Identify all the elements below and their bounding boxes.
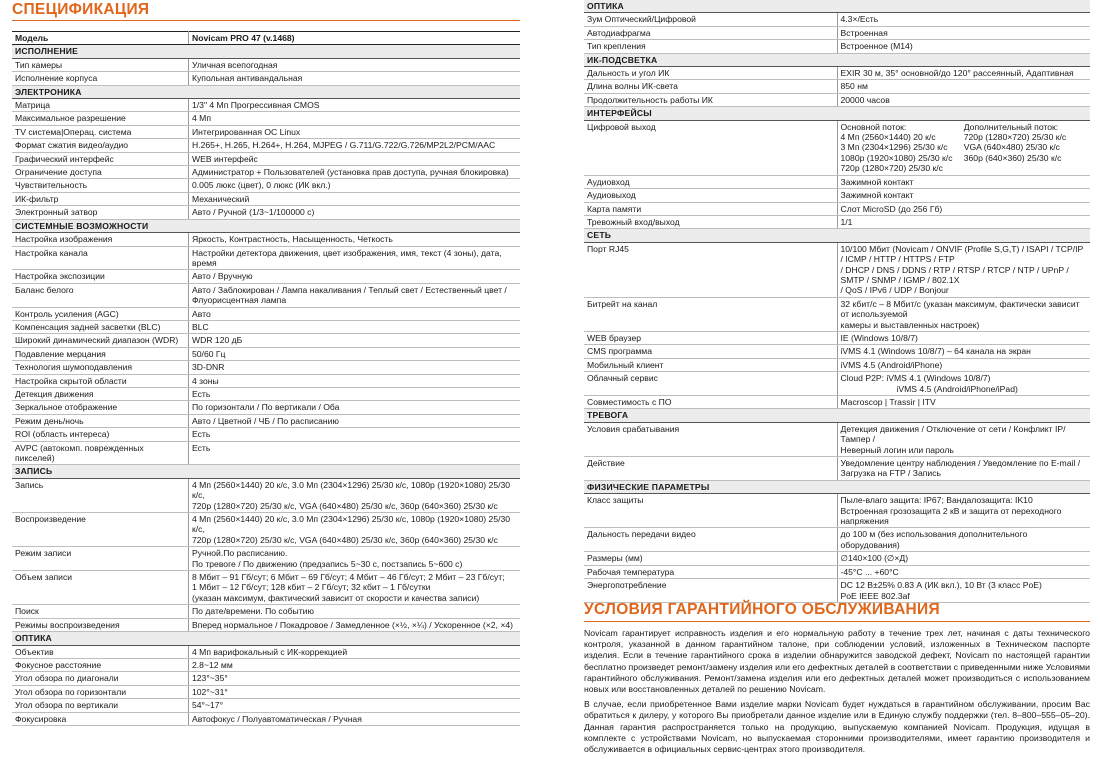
spec-row	[584, 242, 1090, 297]
spec-row	[584, 13, 1090, 26]
spec-value	[189, 112, 521, 125]
spec-value	[189, 374, 521, 387]
sub-stream: Дополнительный поток: 720p (1280×720) 25/30 к/с VGA (640×480) 25/30 к/с 360p (640×360) 25/30 к/с	[963, 121, 1067, 163]
section-title: СЕТЬ	[584, 229, 1090, 242]
spec-label: ROI (область интереса)	[12, 428, 189, 441]
spec-value-text: Ручной.По расписанию. По тревоге / По движению (предзапись 5~30 с, постзапись 5~600 с)	[192, 548, 463, 569]
spec-label: TV система|Операц. система	[12, 125, 189, 138]
spec-row	[584, 396, 1090, 409]
spec-value	[189, 58, 521, 71]
spec-value	[837, 189, 1090, 202]
spec-row	[584, 422, 1090, 456]
spec-label: Матрица	[12, 99, 189, 112]
spec-label: Воспроизведение	[12, 513, 189, 547]
spec-value	[837, 565, 1090, 578]
spec-label: Настройка изображения	[12, 233, 189, 246]
spec-row	[12, 307, 520, 320]
spec-value-text: Есть	[192, 388, 211, 399]
spec-value	[189, 192, 521, 205]
spec-value	[189, 618, 521, 631]
spec-value-text: Зажимной контакт	[840, 190, 914, 201]
spec-value-text: WEB интерфейс	[192, 153, 258, 164]
spec-value	[837, 494, 1090, 528]
spec-value-text: Администратор + Пользователей (установка прав доступа, ручная блокировка)	[192, 167, 509, 178]
spec-value-text: 10/100 Мбит (Novicam / ONVIF (Profile S,G,T) / ISAPI / TCP/IP / ICMP / HTTP / HTTPS / FTP / DHCP / DNS / DDNS / RTP / RTSP / RTCP / NTP / UPnP / SMTP / SNMP / IGMP / 802.1X / QoS / IPv6 / UDP / Bonjour	[840, 243, 1084, 296]
spec-row	[584, 93, 1090, 106]
spec-row	[584, 494, 1090, 528]
section-header	[12, 632, 520, 645]
spec-value-text: Вперед нормальное / Покадровое / Замедленное (×½, ×¼) / Ускоренное (×2, ×4)	[192, 619, 513, 630]
spec-row	[12, 58, 520, 71]
spec-row	[584, 331, 1090, 344]
spec-row	[12, 270, 520, 283]
section-title: ЭЛЕКТРОНИКА	[12, 85, 520, 98]
spec-row	[584, 175, 1090, 188]
spec-value-text: 8 Мбит – 91 Гб/сут; 6 Мбит – 69 Гб/сут; 4 Мбит – 46 Гб/сут; 2 Мбит – 23 Гб/сут; 1 Мбит – 12 Гб/сут; 128 кбит – 2 Гб/сут; 32 кбит – 1 Гб/сутки (указан максимум, фактический зависит от скорости и качества записи)	[192, 572, 505, 603]
spec-row	[584, 358, 1090, 371]
spec-value	[189, 712, 521, 725]
spec-value-text: 54°~17°	[192, 700, 224, 711]
section-header	[12, 465, 520, 478]
spec-value-text: 50/60 Гц	[192, 348, 226, 359]
spec-value	[837, 93, 1090, 106]
spec-row	[584, 40, 1090, 53]
spec-value	[837, 331, 1090, 344]
spec-label: Объем записи	[12, 571, 189, 605]
spec-value	[189, 547, 521, 571]
spec-value-text: 850 нм	[840, 81, 868, 92]
spec-row	[12, 571, 520, 605]
spec-value-text: 1/1	[840, 216, 853, 227]
spec-label: Цифровой выход	[584, 120, 837, 175]
spec-value-text: IE (Windows 10/8/7)	[840, 332, 918, 343]
spec-row	[12, 206, 520, 219]
spec-value-text: 2.8~12 мм	[192, 659, 233, 670]
spec-value	[837, 552, 1090, 565]
spec-label: Энергопотребление	[584, 579, 837, 603]
spec-label: Режимы воспроизведения	[12, 618, 189, 631]
section-title: СИСТЕМНЫЕ ВОЗМОЖНОСТИ	[12, 219, 520, 232]
spec-label: Порт RJ45	[584, 242, 837, 297]
spec-row	[12, 672, 520, 685]
specification-column-right	[584, 0, 1090, 603]
spec-label: WEB браузер	[584, 331, 837, 344]
section-header	[584, 107, 1090, 120]
spec-label: CMS программа	[584, 345, 837, 358]
spec-row	[12, 112, 520, 125]
spec-label: Тип камеры	[12, 58, 189, 71]
spec-value-text: 1/3" 4 Мп Прогрессивная CMOS	[192, 100, 320, 111]
spec-row	[12, 658, 520, 671]
spec-label: Зеркальное отображение	[12, 401, 189, 414]
spec-value	[837, 297, 1090, 331]
spec-value	[189, 270, 521, 283]
spec-label: Тревожный вход/выход	[584, 215, 837, 228]
spec-value	[189, 658, 521, 671]
spec-row	[12, 72, 520, 85]
spec-row	[584, 26, 1090, 39]
spec-row	[12, 166, 520, 179]
spec-value	[189, 401, 521, 414]
section-title: ТРЕВОГА	[584, 409, 1090, 422]
spec-label: Чувствительность	[12, 179, 189, 192]
spec-value-text: 3D-DNR	[192, 362, 225, 373]
spec-value	[189, 99, 521, 112]
section-header	[12, 45, 520, 58]
main-stream: Основной поток: 4 Мп (2560×1440) 20 к/с 3 Мп (2304×1296) 25/30 к/с 1080p (1920×1080) 25/30 к/с 720p (1280×720) 25/30 к/с	[840, 121, 953, 174]
spec-value	[189, 513, 521, 547]
spec-value	[837, 215, 1090, 228]
section-header	[584, 409, 1090, 422]
spec-row	[12, 618, 520, 631]
spec-row	[584, 528, 1090, 552]
spec-value-text: Авто	[192, 308, 211, 319]
spec-value	[189, 179, 521, 192]
spec-value-text: 102°~31°	[192, 686, 228, 697]
spec-label: Длина волны ИК-света	[584, 80, 837, 93]
spec-label: Исполнение корпуса	[12, 72, 189, 85]
spec-label: Карта памяти	[584, 202, 837, 215]
spec-value-text: Есть	[192, 429, 211, 440]
spec-row	[12, 428, 520, 441]
spec-value	[837, 120, 1090, 175]
spec-label: Объектив	[12, 645, 189, 658]
spec-row	[12, 605, 520, 618]
spec-value	[189, 139, 521, 152]
spec-value	[189, 334, 521, 347]
spec-value	[189, 233, 521, 246]
spec-value-text: BLC	[192, 321, 209, 332]
spec-value-text: Авто / Ручной (1/3~1/100000 с)	[192, 207, 315, 218]
spec-label: Условия срабатывания	[584, 422, 837, 456]
section-header	[12, 219, 520, 232]
spec-label: Угол обзора по диагонали	[12, 672, 189, 685]
spec-row	[584, 565, 1090, 578]
spec-value-text: 4 Мп варифокальный с ИК-коррекцией	[192, 646, 348, 657]
spec-value-text: DC 12 В±25% 0.83 А (ИК вкл.), 10 Вт (3 класс PoE) PoE IEEE 802.3af	[840, 580, 1042, 601]
spec-value-text: Автофокус / Полуавтоматическая / Ручная	[192, 713, 362, 724]
spec-row	[12, 441, 520, 465]
spec-label: Настройка экспозиции	[12, 270, 189, 283]
spec-value	[837, 345, 1090, 358]
spec-label: Автодиафрагма	[584, 26, 837, 39]
spec-value-text: 20000 часов	[840, 94, 890, 105]
spec-row	[12, 547, 520, 571]
spec-label: Аудиовход	[584, 175, 837, 188]
spec-label: Действие	[584, 457, 837, 481]
spec-value	[837, 528, 1090, 552]
spec-label: Контроль усиления (AGC)	[12, 307, 189, 320]
spec-row	[12, 152, 520, 165]
spec-value	[189, 441, 521, 465]
section-title: ОПТИКА	[584, 0, 1090, 13]
spec-value	[189, 283, 521, 307]
section-header	[584, 480, 1090, 493]
spec-label: Технология шумоподавления	[12, 361, 189, 374]
spec-value	[189, 699, 521, 712]
model-label: Модель	[12, 32, 189, 45]
spec-value-text: Авто / Заблокирован / Лампа накаливания / Теплый свет / Естественный цвет / Флуорисцентная лампа	[192, 284, 507, 306]
spec-label: Запись	[12, 478, 189, 512]
spec-row	[584, 579, 1090, 603]
spec-row	[584, 345, 1090, 358]
spec-value-text: Интегрированная ОС Linux	[192, 126, 301, 137]
spec-row	[12, 99, 520, 112]
warranty-paragraph: Novicam гарантирует исправность изделия и его нормальную работу в течение трех лет, начиная с даты технического контроля, указанной в данном гарантийном талоне, при соблюдении условий, изложенных в Техническом паспорте изделия. Если в течение гарантийного срока в изделии обнаружится заводской дефект, Novicam по настоящей гарантии бесплатно произведет ремонт/замену изделия или его дефектных деталей в соответствии с приведенными ниже Условиями гарантийного обслуживания. Ремонт/замена изделия или его дефектных деталей может производиться с использованием новых или восстановленных деталей по решению Novicam.	[584, 628, 1090, 695]
spec-label: Класс защиты	[584, 494, 837, 528]
spec-row	[12, 401, 520, 414]
spec-row	[12, 192, 520, 205]
spec-row	[584, 297, 1090, 331]
spec-row	[12, 699, 520, 712]
spec-row	[584, 372, 1090, 396]
spec-value-text: Настройки детектора движения, цвет изображения, имя, текст (4 зоны), дата, время	[192, 247, 502, 268]
spec-row	[12, 233, 520, 246]
spec-label: Дальность передачи видео	[584, 528, 837, 552]
spec-row	[584, 189, 1090, 202]
spec-label: Угол обзора по горизонтали	[12, 685, 189, 698]
spec-label: Подавление мерцания	[12, 347, 189, 360]
spec-value-text: до 100 м (без использования дополнительного оборудования)	[840, 529, 1028, 550]
spec-label: Баланс белого	[12, 283, 189, 307]
spec-value-text: Купольная антивандальная	[192, 73, 303, 84]
spec-label: Режим день/ночь	[12, 414, 189, 427]
spec-row	[12, 139, 520, 152]
spec-value-text: По горизонтали / По вертикали / Оба	[192, 402, 340, 413]
spec-row	[584, 120, 1090, 175]
spec-value-text: Пыле-влаго защита: IP67; Вандалозащита: IK10 Встроенная грозозащита 2 кВ и защита от переходного напряжения	[840, 495, 1062, 527]
title-rule	[12, 20, 520, 21]
spec-value	[189, 387, 521, 400]
section-title: ИК-ПОДСВЕТКА	[584, 53, 1090, 66]
spec-row	[12, 478, 520, 512]
specification-column-left	[12, 0, 520, 726]
spec-label: Компенсация задней засветки (BLC)	[12, 320, 189, 333]
spec-value-text: Macroscop | Trassir | ITV	[840, 397, 936, 407]
section-title: ФИЗИЧЕСКИЕ ПАРАМЕТРЫ	[584, 480, 1090, 493]
spec-row	[12, 179, 520, 192]
spec-value	[189, 206, 521, 219]
spec-value-text: iVMS 4.1 (Windows 10/8/7) – 64 канала на экран	[840, 346, 1031, 357]
spec-label: Угол обзора по вертикали	[12, 699, 189, 712]
spec-row	[12, 347, 520, 360]
warranty-rule	[584, 621, 1090, 622]
spec-value-text: Авто / Цветной / ЧБ / По расписанию	[192, 415, 339, 426]
spec-value	[837, 579, 1090, 603]
spec-value-text: iVMS 4.5 (Android/iPhone)	[840, 359, 943, 370]
section-title: ОПТИКА	[12, 632, 520, 645]
spec-label: Фокусировка	[12, 712, 189, 725]
spec-value-text: Встроенная	[840, 27, 888, 38]
spec-label: Рабочая температура	[584, 565, 837, 578]
spec-label: Тип крепления	[584, 40, 837, 53]
spec-row	[12, 685, 520, 698]
spec-row	[12, 125, 520, 138]
spec-row	[584, 202, 1090, 215]
spec-row	[12, 374, 520, 387]
spec-value	[837, 80, 1090, 93]
spec-value-text: EXIR 30 м, 35° основной/до 120° рассеянный, Адаптивная	[840, 68, 1074, 79]
spec-row	[584, 67, 1090, 80]
spec-row	[584, 552, 1090, 565]
spec-value-text: 4 Мп (2560×1440) 20 к/с, 3.0 Мп (2304×1296) 25/30 к/с, 1080p (1920×1080) 25/30 к/с, 720p (1280×720) 25/30 к/с, VGA (640×480) 25/30 к/с, 360p (640×360) 25/30 к/с	[192, 479, 511, 511]
spec-label: Дальность и угол ИК	[584, 67, 837, 80]
spec-value	[189, 320, 521, 333]
section-header	[584, 0, 1090, 13]
spec-label: Размеры (мм)	[584, 552, 837, 565]
spec-value-text: Детекция движения / Отключение от сети / Конфликт IP/ Тампер / Неверный логин или пароль	[840, 423, 1066, 455]
spec-label: Облачный сервис	[584, 372, 837, 396]
spec-label: Детекция движения	[12, 387, 189, 400]
spec-value-text: 123°~35°	[192, 673, 228, 684]
section-header	[584, 229, 1090, 242]
spec-label: Формат сжатия видео/аудио	[12, 139, 189, 152]
spec-value	[189, 361, 521, 374]
spec-label: Поиск	[12, 605, 189, 618]
stream-columns	[841, 122, 1088, 174]
spec-value	[189, 685, 521, 698]
spec-value	[189, 428, 521, 441]
spec-label: Совместимость с ПО	[584, 396, 837, 409]
spec-value-text: -45°C ... +60°C	[840, 566, 899, 577]
warranty-paragraph: В случае, если приобретенное Вами изделие марки Novicam будет нуждаться в гарантийном обслуживании, просим Вас обратиться к дилеру, у которого Вы приобретали данное изделие или в Единую службу поддержки (тел. 8–800–555–05–20). Данная гарантия распространяется только на продукцию, выпускаемую компанией Novicam. Продукция, идущая в комплекте с устройствами Novicam, но выпускаемая сторонними производителями, имеет гарантию производителя и обслуживается в официальных сервис-центрах этого производителя.	[584, 699, 1090, 755]
spec-value-text: 0.005 люкс (цвет), 0 люкс (ИК вкл.)	[192, 180, 331, 191]
spec-value	[189, 72, 521, 85]
spec-label: Зум Оптический/Цифровой	[584, 13, 837, 26]
spec-row	[12, 320, 520, 333]
spec-label: Электронный затвор	[12, 206, 189, 219]
spec-value	[189, 571, 521, 605]
spec-value	[837, 202, 1090, 215]
spec-label: Режим записи	[12, 547, 189, 571]
spec-row	[12, 361, 520, 374]
spec-table-left	[12, 31, 520, 726]
spec-label: Аудиовыход	[584, 189, 837, 202]
spec-value	[837, 13, 1090, 26]
section-title: ИНТЕРФЕЙСЫ	[584, 107, 1090, 120]
spec-value	[837, 26, 1090, 39]
spec-row	[12, 712, 520, 725]
spec-row	[12, 414, 520, 427]
spec-row	[12, 387, 520, 400]
model-row	[12, 32, 520, 45]
spec-label: Широкий динамический диапазон (WDR)	[12, 334, 189, 347]
spec-row	[12, 246, 520, 270]
spec-value-text: iVMS 4.5 (Android/iPhone/iPad)	[896, 383, 1018, 394]
warranty-title: УСЛОВИЯ ГАРАНТИЙНОГО ОБСЛУЖИВАНИЯ	[584, 601, 940, 618]
spec-value	[189, 645, 521, 658]
spec-value-text: ∅140×100 (∅×Д)	[840, 553, 909, 564]
spec-value-text: Cloud P2P: iVMS 4.1 (Windows 10/8/7)	[840, 373, 991, 384]
spec-value-text: Есть	[192, 442, 211, 453]
spec-value-text: По дате/времени. По событию	[192, 606, 314, 617]
spec-row	[584, 457, 1090, 481]
spec-row	[12, 334, 520, 347]
spec-value-text: Яркость, Контрастность, Насыщенность, Четкость	[192, 234, 393, 245]
spec-row	[584, 80, 1090, 93]
spec-value	[837, 175, 1090, 188]
spec-label: Максимальное разрешение	[12, 112, 189, 125]
section-title: ИСПОЛНЕНИЕ	[12, 45, 520, 58]
spec-value-text: 32 кбит/с – 8 Мбит/с (указан максимум, фактически зависит от используемой камеры и выставленных настроек)	[840, 298, 1080, 330]
spec-value	[189, 414, 521, 427]
spec-value-text: 4 Мп	[192, 113, 211, 124]
spec-value	[837, 457, 1090, 481]
spec-value-text: 4 зоны	[192, 375, 219, 386]
spec-row	[12, 513, 520, 547]
spec-value-text: H.265+, H.265, H.264+, H.264, MJPEG / G.711/G.722/G.726/MP2L2/PCM/AAC	[192, 140, 496, 151]
spec-label: Битрейт на канал	[584, 297, 837, 331]
spec-label: Фокусное расстояние	[12, 658, 189, 671]
spec-value	[189, 672, 521, 685]
spec-value	[837, 422, 1090, 456]
spec-row	[12, 645, 520, 658]
spec-value-text: Зажимной контакт	[840, 176, 914, 187]
spec-value-text: Авто / Вручную	[192, 271, 253, 282]
section-header	[12, 85, 520, 98]
spec-label: ИК-фильтр	[12, 192, 189, 205]
spec-value	[189, 125, 521, 138]
warranty-text	[584, 628, 1090, 759]
spec-value	[189, 347, 521, 360]
spec-label: Ограничение доступа	[12, 166, 189, 179]
model-value: Novicam PRO 47 (v.1468)	[189, 32, 521, 45]
spec-value-text: Слот MicroSD (до 256 Гб)	[840, 203, 943, 214]
spec-value-text: Уведомление центру наблюдения / Уведомление по E-mail / Загрузка на FTP / Запись	[840, 458, 1081, 479]
spec-label: Настройка скрытой области	[12, 374, 189, 387]
spec-label: Графический интерфейс	[12, 152, 189, 165]
spec-value-text: WDR 120 дБ	[192, 335, 243, 346]
spec-row	[584, 215, 1090, 228]
spec-label: Мобильный клиент	[584, 358, 837, 371]
specification-title: СПЕЦИФИКАЦИЯ	[12, 1, 150, 18]
spec-value	[837, 396, 1090, 409]
spec-value	[189, 246, 521, 270]
spec-table-right	[584, 0, 1090, 603]
spec-value	[189, 307, 521, 320]
spec-value-text: Уличная всепогодная	[192, 59, 278, 70]
spec-value	[837, 242, 1090, 297]
section-title: ЗАПИСЬ	[12, 465, 520, 478]
section-header	[584, 53, 1090, 66]
spec-value-text: 4 Мп (2560×1440) 20 к/с, 3.0 Мп (2304×1296) 25/30 к/с, 1080p (1920×1080) 25/30 к/с, 720p (1280×720) 25/30 к/с, VGA (640×480) 25/30 к/с, 360p (640×360) 25/30 к/с	[192, 514, 511, 545]
spec-label: Продолжительность работы ИК	[584, 93, 837, 106]
spec-value	[837, 358, 1090, 371]
spec-value	[189, 478, 521, 512]
spec-label: Настройка канала	[12, 246, 189, 270]
spec-value-text: Механический	[192, 193, 250, 204]
spec-value	[837, 40, 1090, 53]
spec-value	[189, 152, 521, 165]
spec-value-text: Встроенное (M14)	[840, 41, 913, 52]
spec-value	[837, 372, 1090, 396]
spec-label: AVPC (автокомп. поврежденных пикселей)	[12, 441, 189, 465]
spec-row	[12, 283, 520, 307]
spec-value	[189, 605, 521, 618]
spec-value	[837, 67, 1090, 80]
spec-value	[189, 166, 521, 179]
spec-value-text: 4.3×/Есть	[840, 14, 879, 25]
